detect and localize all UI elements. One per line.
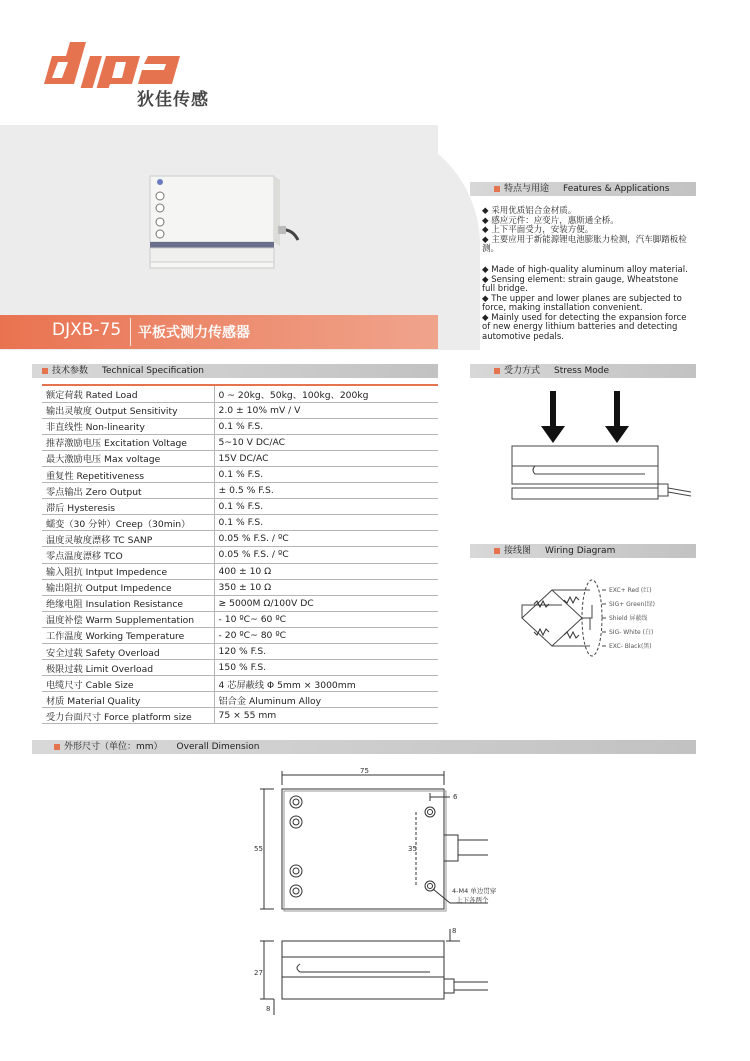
spec-value: 400 ± 10 Ω xyxy=(214,563,438,579)
brand-logo xyxy=(40,38,230,92)
feature-cn-item: ◆ 主要应用于新能源锂电池膨胀力检测，汽车脚踏板检 xyxy=(482,234,687,245)
spec-label: 输入阻抗 Intput Impedence xyxy=(42,563,214,579)
spec-value: ± 0.5 % F.S. xyxy=(214,483,438,499)
spec-value: 0.1 % F.S. xyxy=(214,466,438,482)
spec-row xyxy=(42,386,438,402)
feature-cn-item: 测。 xyxy=(482,244,500,254)
spec-label: 重复性 Repetitiveness xyxy=(42,466,214,482)
stress-mode-diagram xyxy=(505,388,695,504)
dim-plate-bottom: 8 xyxy=(266,1005,271,1013)
product-model: DJXB-75 xyxy=(52,320,122,340)
specs-title-en: Technical Specification xyxy=(102,366,204,376)
features-title-en: Features & Applications xyxy=(563,184,670,194)
spec-label: 蠕变（30 分钟）Creep（30min） xyxy=(42,515,214,531)
spec-value: 0.1 % F.S. xyxy=(214,515,438,531)
spec-row xyxy=(42,547,438,563)
feature-en-item: ◆ Mainly used for detecting the expansion force xyxy=(482,312,687,323)
spec-row xyxy=(42,531,438,547)
dim-hole-spacing: 35 xyxy=(408,845,417,853)
spec-label: 温度灵敏度漂移 TC SANP xyxy=(42,531,214,547)
features-cn-list xyxy=(482,207,698,255)
stress-title-en: Stress Mode xyxy=(554,366,610,376)
spec-row xyxy=(42,499,438,515)
force-arrow-left xyxy=(541,391,565,443)
dimension-title-en: Overall Dimension xyxy=(176,742,260,752)
spec-label: 额定荷载 Rated Load xyxy=(42,386,214,402)
spec-value: 150 % F.S. xyxy=(214,660,438,676)
spec-row xyxy=(42,595,438,611)
top-view-outline xyxy=(282,789,444,909)
spec-row xyxy=(42,611,438,627)
spec-label: 电缆尺寸 Cable Size xyxy=(42,676,214,692)
spec-value: - 10 ºC~ 60 ºC xyxy=(214,611,438,627)
spec-label: 非直线性 Non-linearity xyxy=(42,418,214,434)
spec-row xyxy=(42,450,438,466)
dimension-title-cn: 外形尺寸（单位：mm） xyxy=(64,742,163,752)
features-en-list xyxy=(482,266,698,342)
title-separator xyxy=(130,318,131,346)
product-name: 平板式测力传感器 xyxy=(138,325,250,341)
spec-row xyxy=(42,563,438,579)
spec-value: - 20 ºC~ 80 ºC xyxy=(214,627,438,643)
feature-en-item: ◆ Made of high-quality aluminum alloy material. xyxy=(482,265,688,275)
specs-header xyxy=(32,364,438,378)
dim-hole-offset: 6 xyxy=(453,793,458,801)
holes-note-2: 上下各两个 xyxy=(456,896,489,904)
wire-shield: Shield 屏蔽线 xyxy=(609,615,648,622)
feature-en-item: automotive pedals. xyxy=(482,331,564,342)
wiring-header xyxy=(470,544,696,558)
spec-value: 0.05 % F.S. / ºC xyxy=(214,531,438,547)
dim-plate-top: 8 xyxy=(452,927,457,935)
feature-en-item: ◆ Sensing element: strain gauge, Wheatstone xyxy=(482,274,679,285)
spec-value: 0.05 % F.S. / ºC xyxy=(214,547,438,563)
spec-row xyxy=(42,676,438,692)
spec-value: 350 ± 10 Ω xyxy=(214,579,438,595)
wiring-diagram xyxy=(512,575,698,657)
spec-row xyxy=(42,402,438,418)
spec-label: 推荐激励电压 Excitation Voltage xyxy=(42,434,214,450)
logo-mark xyxy=(40,38,230,88)
spec-row xyxy=(42,708,438,724)
feature-en-item: of new energy lithium batteries and detecting xyxy=(482,322,678,332)
feature-cn-item: ◆ 采用优质铝合金材质。 xyxy=(482,206,577,216)
spec-row xyxy=(42,418,438,434)
holes-note-1: 4-M4 单边贯穿 xyxy=(452,887,497,895)
spec-value: 75 × 55 mm xyxy=(214,708,438,724)
spec-label: 输出灵敏度 Output Sensitivity xyxy=(42,402,214,418)
wiring-title-cn: 接线图 xyxy=(504,546,532,556)
feature-cn-item: ◆ 上下平面受力，安装方便。 xyxy=(482,225,594,235)
dimension-drawing xyxy=(250,765,510,1025)
spec-label: 温度补偿 Warm Supplementation xyxy=(42,611,214,627)
feature-en-item: force, making installation convenient. xyxy=(482,303,643,313)
specs-title-cn: 技术参数 xyxy=(52,366,89,376)
spec-value: 120 % F.S. xyxy=(214,644,438,660)
dim-length: 75 xyxy=(360,767,369,775)
spec-label: 工作温度 Working Temperature xyxy=(42,627,214,643)
brand-name-cn: 狄佳传感 xyxy=(137,90,209,110)
spec-row xyxy=(42,692,438,708)
spec-value: ≥ 5000M Ω/100V DC xyxy=(214,595,438,611)
force-arrow-right xyxy=(605,391,629,443)
spec-table xyxy=(42,386,438,724)
spec-label: 零点温度漂移 TCO xyxy=(42,547,214,563)
wiring-title-en: Wiring Diagram xyxy=(545,546,616,556)
spec-label: 材质 Material Quality xyxy=(42,692,214,708)
spec-row xyxy=(42,660,438,676)
spec-value: 15V DC/AC xyxy=(214,450,438,466)
spec-row xyxy=(42,466,438,482)
stress-header xyxy=(470,364,696,378)
dim-height: 27 xyxy=(254,969,263,977)
spec-label: 零点输出 Zero Output xyxy=(42,483,214,499)
stress-title-cn: 受力方式 xyxy=(504,366,541,376)
spec-row xyxy=(42,644,438,660)
dimension-header xyxy=(32,740,696,754)
spec-label: 受力台面尺寸 Force platform size xyxy=(42,708,214,724)
spec-value: 0.1 % F.S. xyxy=(214,499,438,515)
spec-row xyxy=(42,483,438,499)
spec-label: 输出阻抗 Output Impedence xyxy=(42,579,214,595)
spec-label: 绝缘电阻 Insulation Resistance xyxy=(42,595,214,611)
spec-value: 4 芯屏蔽线 Φ 5mm × 3000mm xyxy=(214,676,438,692)
product-photo xyxy=(140,170,320,280)
feature-cn-item: ◆ 感应元件：应变片，惠斯通全桥。 xyxy=(482,215,619,226)
wire-exc-minus: EXC- Black(黑) xyxy=(609,643,652,650)
feature-en-item: ◆ The upper and lower planes are subjected to xyxy=(482,293,682,304)
wire-exc-plus: EXC+ Red (红) xyxy=(609,587,652,594)
spec-row xyxy=(42,434,438,450)
spec-label: 安全过载 Safety Overload xyxy=(42,644,214,660)
spec-value: 2.0 ± 10% mV / V xyxy=(214,402,438,418)
spec-value: 5~10 V DC/AC xyxy=(214,434,438,450)
spec-row xyxy=(42,515,438,531)
spec-value: 0 ~ 20kg、50kg、100kg、200kg xyxy=(214,386,438,402)
wire-sig-minus: SIG- White (白) xyxy=(609,629,654,636)
feature-en-item: full bridge. xyxy=(482,284,528,294)
spec-label: 最大激励电压 Max voltage xyxy=(42,450,214,466)
spec-label: 极限过载 Limit Overload xyxy=(42,660,214,676)
dim-width: 55 xyxy=(254,845,263,853)
features-header xyxy=(470,182,696,196)
spec-row xyxy=(42,579,438,595)
spec-label: 滞后 Hysteresis xyxy=(42,499,214,515)
features-title-cn: 特点与用途 xyxy=(504,184,550,194)
spec-row xyxy=(42,627,438,643)
spec-value: 0.1 % F.S. xyxy=(214,418,438,434)
wire-sig-plus: SIG+ Green(绿) xyxy=(609,601,656,608)
spec-value: 铝合金 Aluminum Alloy xyxy=(214,692,438,708)
